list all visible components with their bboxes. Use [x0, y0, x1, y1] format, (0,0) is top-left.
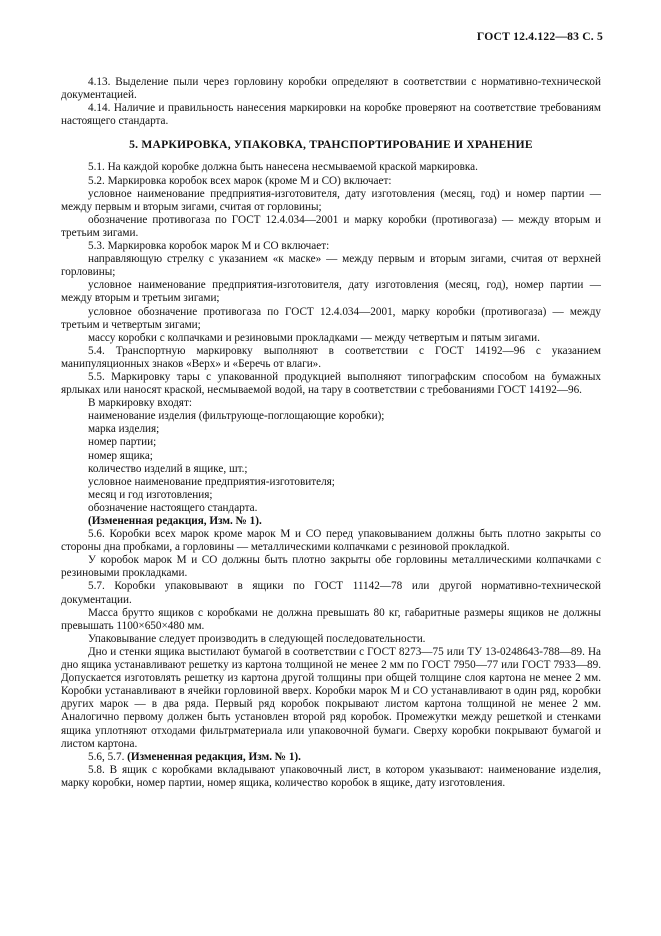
paragraph-5-7-procedure: Дно и стенки ящика выстилают бумагой в соответствии с ГОСТ 8273—75 или ТУ 13-0248643-788—89. На дно ящика устанавливают решетку из картона толщиной не менее 2 мм по ГОСТ 7950—77 или ГОСТ 7933—89. Допускается изготовлять решетку из картона другой толщины при общей толщине слоя картона не менее 2 мм. Коробки устанавливают в ячейки горловиной вверх. Коробки марок М и СО устанавливают в один ряд, коробки других марок — в два ряда. Первый ряд коробок покрывают листом картона толщиной не менее 2 мм. Аналогично первому должен быть установлен второй ряд коробок. Промежутки между решеткой и стенками ящика уплотняют отходами фильтрматериала или упаковочной бумаги. Сверху коробки покрывают бумагой и листом картона.	[61, 645, 601, 750]
list-item: условное обозначение противогаза по ГОСТ 12.4.034—2001, марку коробки (противогаза) — между третьим и четвертым зигами;	[61, 305, 601, 331]
paragraph-5-5: 5.5. Маркировку тары с упакованной продукцией выполняют типографским способом на бумажных ярлыках или наносят краской, несмываемой водой, на тару в соответствии с требованиями ГОСТ 14192—96.	[61, 370, 601, 397]
paragraph-5-4: 5.4. Транспортную маркировку выполняют в соответствии с ГОСТ 14192—96 с указанием манипуляционных знаков «Верх» и «Беречь от влаги».	[61, 344, 601, 370]
list-item: массу коробки с колпачками и резиновыми прокладками — между четвертым и пятым зигами.	[88, 331, 540, 344]
amendment-label: (Измененная редакция, Изм. № 1).	[127, 750, 301, 763]
list-item: марка изделия;	[88, 423, 160, 436]
page-header: ГОСТ 12.4.122—83 С. 5	[476, 30, 603, 43]
amendment-note-5-6-5-7	[61, 751, 601, 764]
paragraph-4-14: 4.14. Наличие и правильность нанесения маркировки на коробке проверяют на соответствие требованиям настоящего стандарта.	[61, 102, 601, 128]
paragraph-5-7-order: Упаковывание следует производить в следующей последовательности.	[88, 632, 426, 645]
list-item: условное наименование предприятия-изготовителя, дату изготовления (месяц, год) и номер партии — между первым и вторым зигами, считая от горловины;	[61, 187, 601, 213]
list-item: обозначение противогаза по ГОСТ 12.4.034—2001 и марку коробки (противогаза) — между вторым и третьим зигами.	[61, 213, 601, 239]
paragraph-5-7: 5.7. Коробки упаковывают в ящики по ГОСТ 11142—78 или другой нормативно-технической документации.	[61, 580, 601, 606]
list-item: условное наименование предприятия-изготовителя;	[88, 475, 335, 488]
paragraph-4-13: 4.13. Выделение пыли через горловину коробки определяют в соответствии с нормативно-технической документацией.	[61, 76, 601, 102]
document-body	[61, 76, 601, 790]
paragraph-5-7-mass: Масса брутто ящиков с коробками не должна превышать 80 кг, габаритные размеры ящиков не должны превышать 1100×650×480 мм.	[61, 606, 601, 632]
list-item: месяц и год изготовления;	[88, 488, 213, 501]
amendment-note: (Измененная редакция, Изм. № 1).	[88, 515, 262, 527]
list-item: номер партии;	[88, 436, 157, 449]
list-item: направляющую стрелку с указанием «к маске» — между первым и вторым зигами, считая от верхней горловины;	[61, 253, 601, 279]
list-item: условное наименование предприятия-изготовителя, дату изготовления (месяц, год), номер партии — между вторым и третьим зигами;	[61, 279, 601, 305]
section-title: 5. МАРКИРОВКА, УПАКОВКА, ТРАНСПОРТИРОВАНИЕ И ХРАНЕНИЕ	[129, 138, 533, 152]
paragraph-marking-includes: В маркировку входят:	[88, 397, 192, 410]
paragraph-5-3: 5.3. Маркировка коробок марок М и СО включает:	[88, 240, 330, 253]
clause-refs: 5.6, 5.7.	[88, 750, 125, 763]
paragraph-5-8: 5.8. В ящик с коробками вкладывают упаковочный лист, в котором указывают: наименование изделия, марку коробки, номер партии, номер ящика, количество коробок в ящике, дату изготовления.	[61, 763, 601, 789]
list-item: номер ящика;	[88, 449, 153, 462]
paragraph-5-2: 5.2. Маркировка коробок всех марок (кроме М и СО) включает:	[88, 174, 392, 187]
paragraph-5-6: 5.6. Коробки всех марок кроме марок М и СО перед упаковыванием должны быть плотно закрыты со стороны дна пробками, а горловины — металлическими колпачками с резиновой прокладкой.	[61, 528, 601, 554]
paragraph-5-1: 5.1. На каждой коробке должна быть нанесена несмываемой краской маркировка.	[88, 161, 478, 174]
paragraph-5-6-cont: У коробок марок М и СО должны быть плотно закрыты обе горловины металлическими колпачками с резиновыми прокладками.	[61, 554, 601, 580]
list-item: наименование изделия (фильтрующе-поглощающие коробки);	[88, 410, 385, 423]
list-item: обозначение настоящего стандарта.	[88, 501, 258, 514]
list-item: количество изделий в ящике, шт.;	[88, 462, 248, 475]
